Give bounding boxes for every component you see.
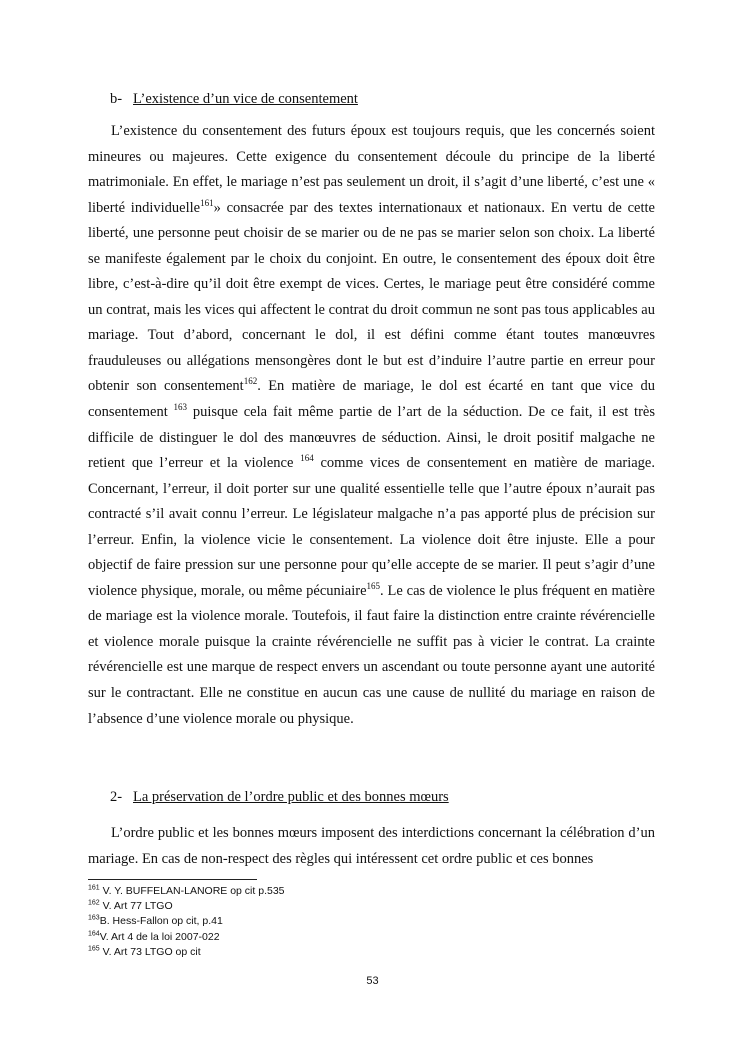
body-paragraph [88,119,655,732]
footnote-ref: 165 [366,581,381,592]
footnote-ref: 164 [300,453,314,464]
footnote-ref: 162 [243,376,258,387]
section-heading-2 [110,787,449,807]
footnote-separator [88,879,257,880]
footnote-number: 165 [88,945,100,953]
footnote-number: 162 [88,899,100,907]
footnote-ref: 161 [200,197,214,208]
text-run: L’existence du consentement des futurs époux est toujours requis, que les concernés soient mineures ou majeures. Cette exigence du consentement découle du principe de la liberté matrimoniale. En effet, le mariage n’est pas seulement un droit, il s’agit d’une liberté, c’est une « liberté individuelle [88,123,655,216]
footnote-text: V. Art 4 de la loi 2007-022 [99,930,220,943]
footnote-text: B. Hess-Fallon op cit, p.41 [99,915,223,928]
page-number: 53 [366,975,379,987]
footnote [88,884,488,899]
text-run: comme vices de consentement en matière de mariage. Concernant, l’erreur, il doit porter sur une qualité essentielle telle que l’autre époux n’aurait pas contracté s’il avait connu l’erreur. Le législateur malgache n’a pas apporté plus de précision sur l’erreur. Enfin, la violence vicie le consentement. La violence doit être injuste. Elle a pour objectif de faire pression sur une personne pour qu’elle accepte de se marier. Il peut s’agir d’une violence physique, morale, ou même pécuniaire [88,455,655,599]
body-paragraph: L’ordre public et les bonnes mœurs imposent des interdictions concernant la célébration d’un mariage. En cas de non-respect des règles qui intéressent cet ordre public et ces bonnes [88,825,655,867]
footnote [88,914,488,929]
section-number: b- [110,91,123,107]
footnote-text: V. Art 77 LTGO [99,900,173,913]
text-run: » consacrée par des textes internationaux et nationaux. En vertu de cette liberté, une personne peut choisir de se marier ou de ne pas se marier selon son choix. La liberté se manifeste également par le choix du conjoint. En outre, le consentement des époux doit être libre, c’est-à-dire qu’il doit être exempt de vices. Certes, le mariage peut être considéré comme un contrat, mais les vices qui affectent le contrat du droit commun ne sont pas tous applicables au mariage. Tout d’abord, concernant le dol, il est défini comme étant toutes manœuvres frauduleuses ou allégations mensongères dont le but est d’induire l’autre partie en erreur pour obtenir son consentement [88,199,655,395]
section-number: 2- [110,789,123,805]
section-title: L’existence d’un vice de consentement [133,91,358,107]
footnotes [88,884,488,960]
text-run: puisque cela fait même partie de l’art de la séduction. De ce fait, il est très difficile de distinguer le dol des manœuvres de séduction. Ainsi, le droit positif malgache ne retient que l’erreur et la violence [88,404,655,472]
section-heading-b [110,89,358,109]
footnote [88,899,488,914]
section-title: La préservation de l’ordre public et des bonnes mœurs [133,789,449,805]
text-run: . En matière de mariage, le dol est écarté en tant que vice du consentement [88,378,655,421]
footnote-text: V. Y. BUFFELAN-LANORE op cit p.535 [99,885,285,897]
footnote [88,930,488,945]
footnote-number: 164 [88,930,100,938]
text-run: . Le cas de violence le plus fréquent en matière de mariage est la violence morale. Toutefois, il faut faire la distinction entre crainte révérencielle et violence morale puisque la crainte révérencielle ne suffit pas à vicier le contrat. La crainte révérencielle est une marque de respect envers un ascendant ou toute personne ayant une autorité sur le contractant. Elle ne constitue en aucun cas une cause de nullité du mariage en raison de l’absence d’une violence morale ou physique. [88,582,655,727]
footnote-text: V. Art 73 LTGO op cit [99,945,201,958]
footnote [88,945,488,960]
footnote-number: 163 [88,914,100,922]
footnote-number: 161 [88,884,100,892]
footnote-ref: 163 [173,402,188,413]
